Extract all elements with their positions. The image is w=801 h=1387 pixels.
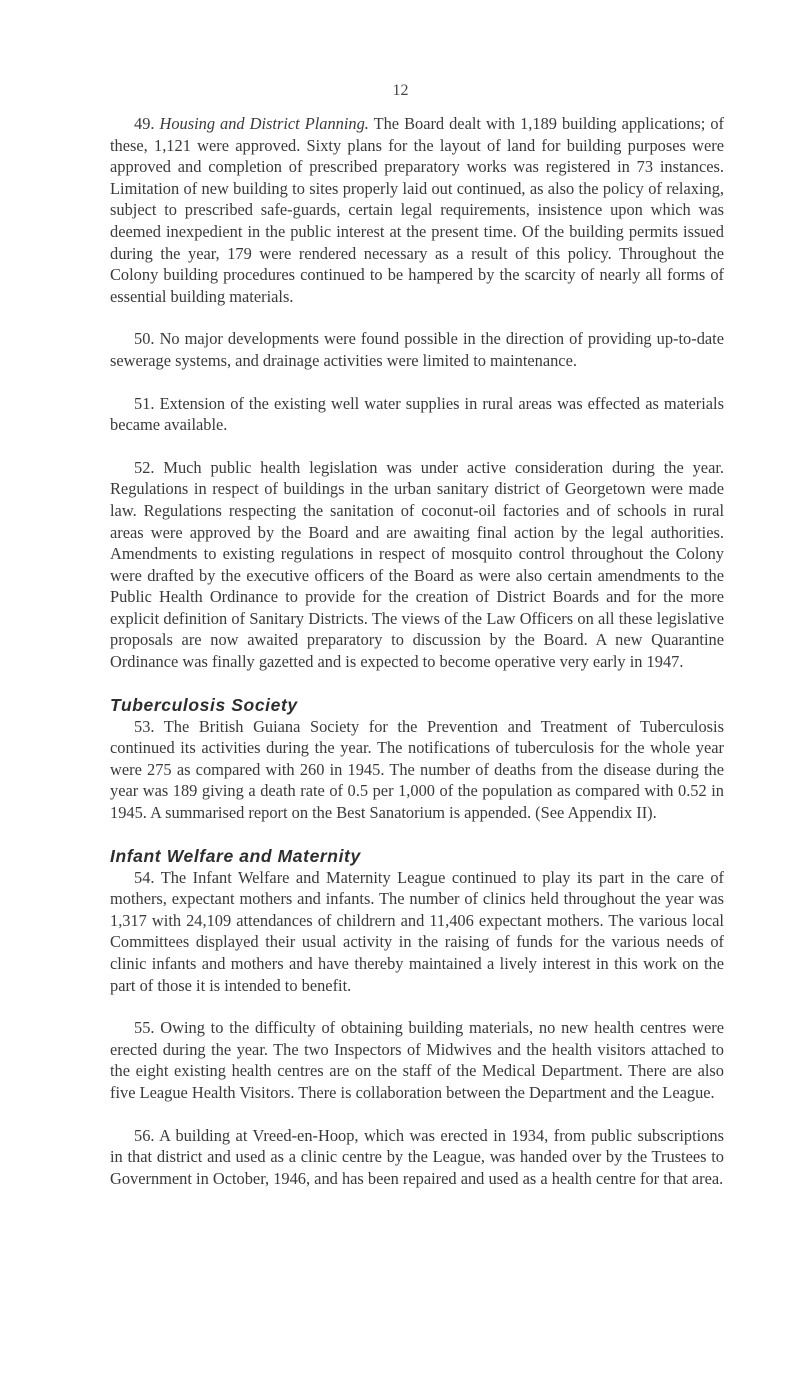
paragraph-text: The Infant Welfare and Maternity League continued to play its part in the care of mothers, expectant mothers and infants. The number of clinics held throughout the year was 1,317 with 24,109 attendances of childrern and 11,406 expectant mothers. The various local Committees displayed their usual activity in the raising of funds for the various needs of clinic infants and mothers and have thereby maintained a lively interest in this work on the part of those it is intended to benefit. bbox=[110, 867, 724, 995]
page-number: 12 bbox=[392, 82, 409, 99]
paragraph-text: Much public health legislation was under active consideration during the year. Regulations in respect of buildings in the urban sanitary district of Georgetown were made law. Regulations respecting the sanitation of coconut-oil factories and of schools in rural areas were approved by the Board and are awaiting final action by the legal authorities. Amendments to existing regulations in respect of mosquito control throughout the Colony were drafted by the executive officers of the Board as were also certain amendments to the Public Health Ordinance to provide for the creation of District Boards and for the more explicit definition of Sanitary Districts. The views of the Law Officers on all these legislative proposals are now awaited preparatory to discussion by the Board. A new Quarantine Ordinance was finally gazetted and is expected to become operative very early in 1947. bbox=[110, 457, 724, 672]
paragraph-number: 51. bbox=[134, 393, 155, 413]
paragraph-number: 56. bbox=[134, 1125, 155, 1145]
paragraph-55 bbox=[110, 1017, 724, 1103]
paragraph-text: Owing to the difficulty of obtaining building materials, no new health centres were erected during the year. The two Inspectors of Midwives and the health visitors attached to the eight existing health centres are on the staff of the Medical Department. There are also five League Health Visitors. There is collaboration between the Department and the League. bbox=[110, 1018, 724, 1102]
heading-infant-welfare-maternity: Infant Welfare and Maternity bbox=[110, 845, 361, 866]
heading-tuberculosis-society: Tuberculosis Society bbox=[110, 694, 298, 715]
paragraph-text: No major developments were found possible in the direction of providing up-to-date sewerage systems, and drainage activities were limited to maintenance. bbox=[110, 329, 724, 370]
paragraph-number: 54. bbox=[134, 867, 155, 887]
paragraph-text: A building at Vreed-en-Hoop, which was erected in 1934, from public subscriptions in that district and used as a clinic centre by the League, was handed over by the Trustees to Government in October, 1946, and has been repaired and used as a health centre for that area. bbox=[110, 1125, 724, 1188]
paragraph-54 bbox=[110, 867, 724, 997]
paragraph-50 bbox=[110, 328, 724, 371]
paragraph-number: 52. bbox=[134, 457, 155, 477]
paragraph-number: 50. bbox=[134, 329, 155, 349]
paragraph-number: 55. bbox=[134, 1018, 155, 1038]
paragraph-52 bbox=[110, 457, 724, 673]
paragraph-text: The British Guiana Society for the Prevention and Treatment of Tuberculosis continued its activities during the year. The notifications of tuberculosis for the whole year were 275 as compared with 260 in 1945. The number of deaths from the disease during the year was 189 giving a death rate of 0.5 per 1,000 of the population as compared with 0.52 in 1945. A summarised report on the Best Sanatorium is appended. (See Appendix II). bbox=[110, 716, 724, 823]
paragraph-49 bbox=[110, 113, 724, 307]
paragraph-56 bbox=[110, 1125, 724, 1190]
paragraph-text: The Board dealt with 1,189 building applications; of these, 1,121 were approved. Sixty plans for the layout of land for building purposes were approved and completion of prescribed preparatory works was registered in 73 instances. Limitation of new building to sites properly laid out continued, as also the policy of relaxing, subject to prescribed safe-guards, certain legal requirements, insistence upon which was deemed inexpedient in the public interest at the present time. Of the building permits issued during the year, 179 were rendered necessary as a result of this policy. Throughout the Colony building procedures continued to be hampered by the scarcity of nearly all forms of essential building materials. bbox=[110, 114, 724, 306]
run-in-heading-housing: Housing and District Planning. bbox=[159, 114, 369, 133]
paragraph-text: Extension of the existing well water supplies in rural areas was effected as materials became available. bbox=[110, 393, 724, 435]
paragraph-number: 49. bbox=[134, 114, 155, 133]
paragraph-number: 53. bbox=[134, 716, 155, 736]
paragraph-53 bbox=[110, 716, 724, 824]
text-column bbox=[110, 113, 724, 1189]
paragraph-51 bbox=[110, 393, 724, 436]
